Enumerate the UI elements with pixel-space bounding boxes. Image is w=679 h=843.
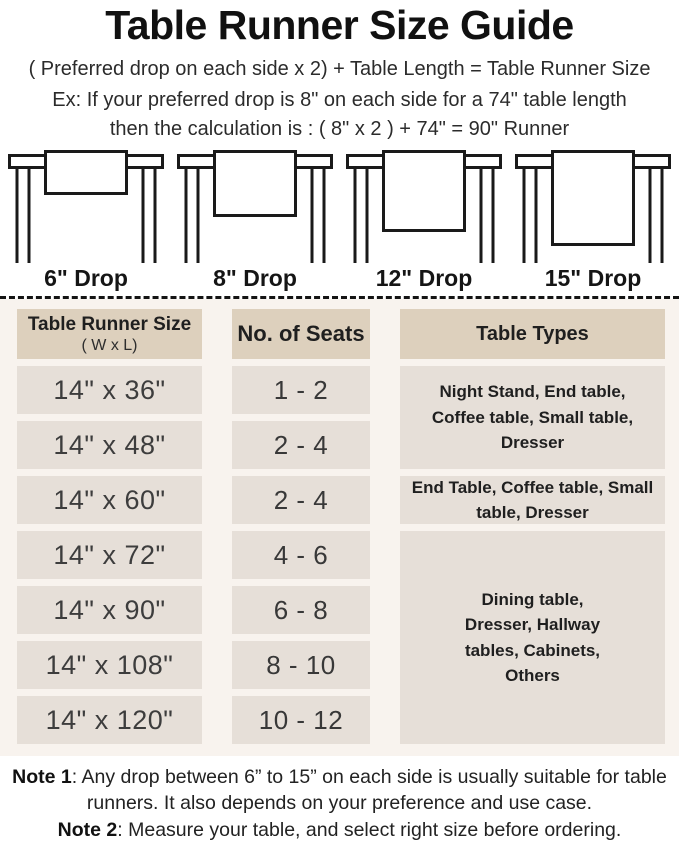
seats-cell-row-4: 4 - 6 [232,531,370,579]
header-runner-size-sub: ( W x L) [81,336,138,354]
header-runner-size [17,309,202,359]
size-cell-row-6: 14" x 108" [17,641,202,689]
formula-line: ( Preferred drop on each side x 2) + Table Length = Table Runner Size [28,58,651,80]
drop-labels-row [0,263,679,294]
note-1-text: : Any drop between 6” to 15” on each side is usually suitable for table runners. It also depends on your preference and use case. [71,766,667,815]
drop-label-4: 15" Drop [544,265,642,291]
size-cell-row-2: 14" x 48" [17,421,202,469]
drop-label-2: 8" Drop [213,265,297,291]
table-illustration-1 [6,149,166,263]
notes-section [0,764,679,843]
seats-cell-row-5: 6 - 8 [232,586,370,634]
size-cell-row-5: 14" x 90" [17,586,202,634]
table-types-cell-2 [400,476,665,524]
table-types-text: End Table, Coffee table, Small table, Dresser [411,477,654,522]
note-1-label: Note 1 [12,766,72,788]
table-illustration-4 [513,149,673,263]
table-with-runner-icon [175,149,335,263]
seats-cell-row-7: 10 - 12 [232,696,370,744]
note-1 [4,764,676,817]
example-line-2: then the calculation is : ( 8" x 2 ) + 74" = 90" Runner [109,118,570,140]
illustrations-row [0,149,679,263]
table-with-runner-icon [344,149,504,263]
note-2 [4,817,676,843]
seats-cell-row-6: 8 - 10 [232,641,370,689]
note-2-text: : Measure your table, and select right size before ordering. [117,818,622,841]
note-2-label: Note 2 [57,818,118,841]
table-with-runner-icon [6,149,166,263]
size-cell-row-7: 14" x 120" [17,696,202,744]
size-cell-row-3: 14" x 60" [17,476,202,524]
size-table-panel [0,299,679,756]
header-seats-label: No. of Seats [237,321,365,346]
seats-cell-row-3: 2 - 4 [232,476,370,524]
table-with-runner-icon [513,149,673,263]
header-seats [232,309,370,359]
table-types-text: Dining table, Dresser, Hallway tables, Cabinets, Others [464,589,601,685]
header-table-types-label: Table Types [476,322,589,345]
table-illustration-2 [175,149,335,263]
table-types-cell-1 [400,366,665,469]
seats-cell-row-1: 1 - 2 [232,366,370,414]
header-runner-size-title: Table Runner Size [27,313,192,335]
table-types-cell-3 [400,531,665,744]
seats-cell-row-2: 2 - 4 [232,421,370,469]
table-illustration-3 [344,149,504,263]
example-line-1: Ex: If your preferred drop is 8" on each side for a 74" table length [52,89,627,111]
page-title: Table Runner Size Guide [105,2,574,48]
size-cell-row-1: 14" x 36" [17,366,202,414]
size-cell-row-4: 14" x 72" [17,531,202,579]
size-table-grid [17,309,665,744]
drop-label-3: 12" Drop [375,265,473,291]
header-table-types [400,309,665,359]
drop-label-1: 6" Drop [44,265,128,291]
table-types-text: Night Stand, End table, Coffee table, Small table, Dresser [431,382,634,453]
